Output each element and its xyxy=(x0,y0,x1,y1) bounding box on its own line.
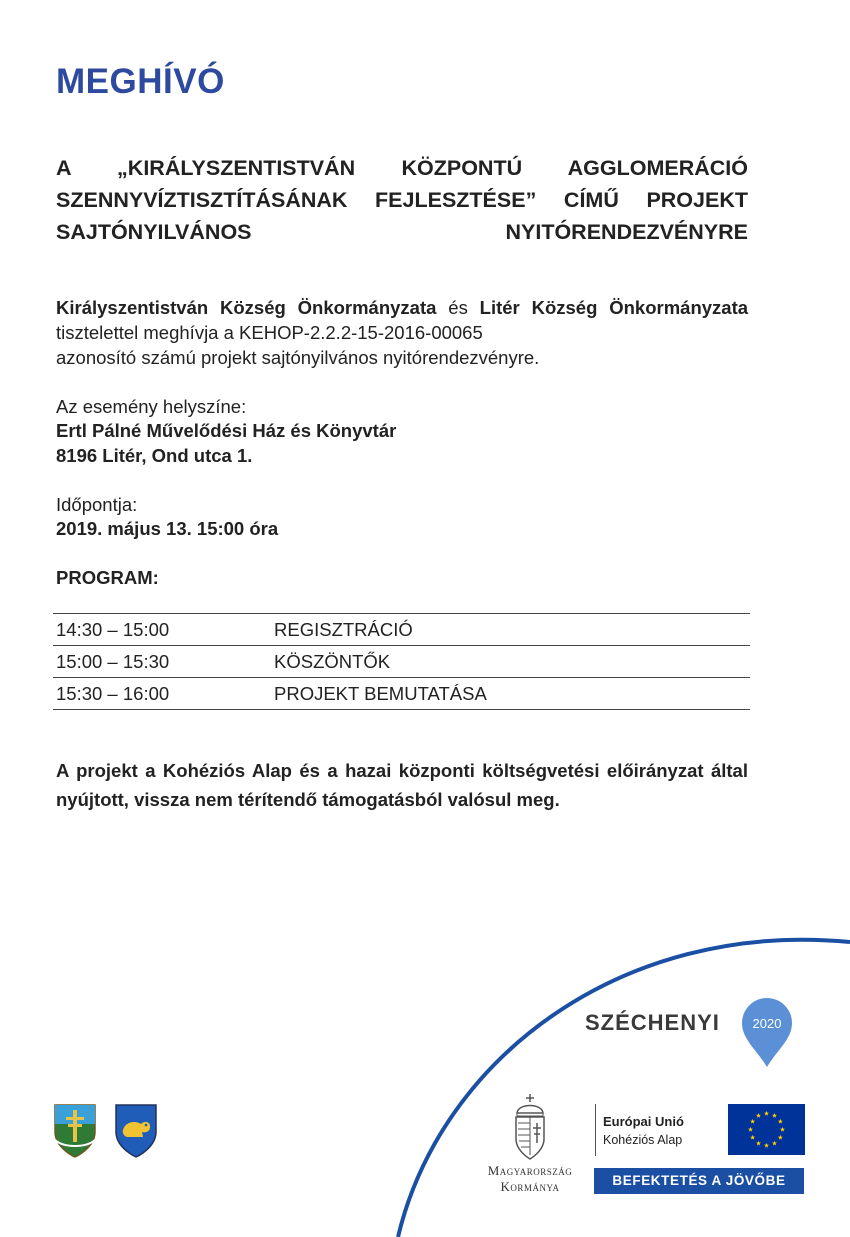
location-name: Ertl Pálné Művelődési Ház és Könyvtár xyxy=(56,420,397,441)
program-time: 15:30 – 16:00 xyxy=(53,678,271,710)
hungarian-coat-of-arms-icon xyxy=(512,1093,548,1161)
szechenyi-year: 2020 xyxy=(752,1016,782,1031)
location-label: Az esemény helyszíne: xyxy=(56,396,247,417)
time-value: 2019. május 13. 15:00 óra xyxy=(56,518,279,539)
funding-note: A projekt a Kohéziós Alap és a hazai központi költségvetési előirányzat által nyújtott, vissza nem térítendő támogatásból valósul meg. xyxy=(56,760,748,810)
eu-flag-icon xyxy=(728,1104,805,1155)
kiralyszentistvan-coat-of-arms-icon xyxy=(54,1104,96,1158)
eu-name: Európai Unió xyxy=(603,1114,684,1129)
program-time: 15:00 – 15:30 xyxy=(53,646,271,678)
szechenyi-pin-icon xyxy=(740,997,794,1069)
eu-fund-name: Kohéziós Alap xyxy=(603,1133,683,1147)
invest-banner: BEFEKTETÉS A JÖVŐBE xyxy=(594,1168,804,1194)
eu-divider xyxy=(595,1104,596,1156)
program-time: 14:30 – 15:00 xyxy=(53,614,271,646)
intro-org2-line1: Litér Község xyxy=(479,297,598,318)
time-label: Időpontja: xyxy=(56,494,138,515)
government-label xyxy=(470,1163,590,1195)
program-item: REGISZTRÁCIÓ xyxy=(271,614,750,646)
location-address: 8196 Litér, Ond utca 1. xyxy=(56,445,253,466)
invitation-title: MEGHÍVÓ xyxy=(56,62,225,101)
government-line2: Kormánya xyxy=(500,1179,560,1194)
intro-org1: Királyszentistván Község Önkormányzata xyxy=(56,297,437,318)
program-item: KÖSZÖNTŐK xyxy=(271,646,750,678)
government-line1: Magyarország xyxy=(487,1163,573,1178)
intro-connector: és xyxy=(448,297,468,318)
project-heading: A „KIRÁLYSZENTISTVÁN KÖZPONTÚ AGGLOMERÁCIÓ SZENNYVÍZTISZTÍTÁSÁNAK FEJLESZTÉSE” CÍMŰ PROJEKT SAJTÓNYILVÁNOS NYITÓRENDEZVÉNYRE xyxy=(56,156,748,244)
szechenyi-logo-text: SZÉCHENYI xyxy=(585,1010,720,1035)
program-label: PROGRAM: xyxy=(56,567,159,588)
intro-text1: tisztelettel meghívja a KEHOP-2.2.2-15-2016-00065 xyxy=(56,322,483,343)
program-item: PROJEKT BEMUTATÁSA xyxy=(271,678,750,710)
intro-org2-line2: Önkormányzata xyxy=(609,297,749,318)
liter-coat-of-arms-icon xyxy=(115,1104,157,1158)
intro-text2: azonosító számú projekt sajtónyilvános nyitórendezvényre. xyxy=(56,347,540,368)
